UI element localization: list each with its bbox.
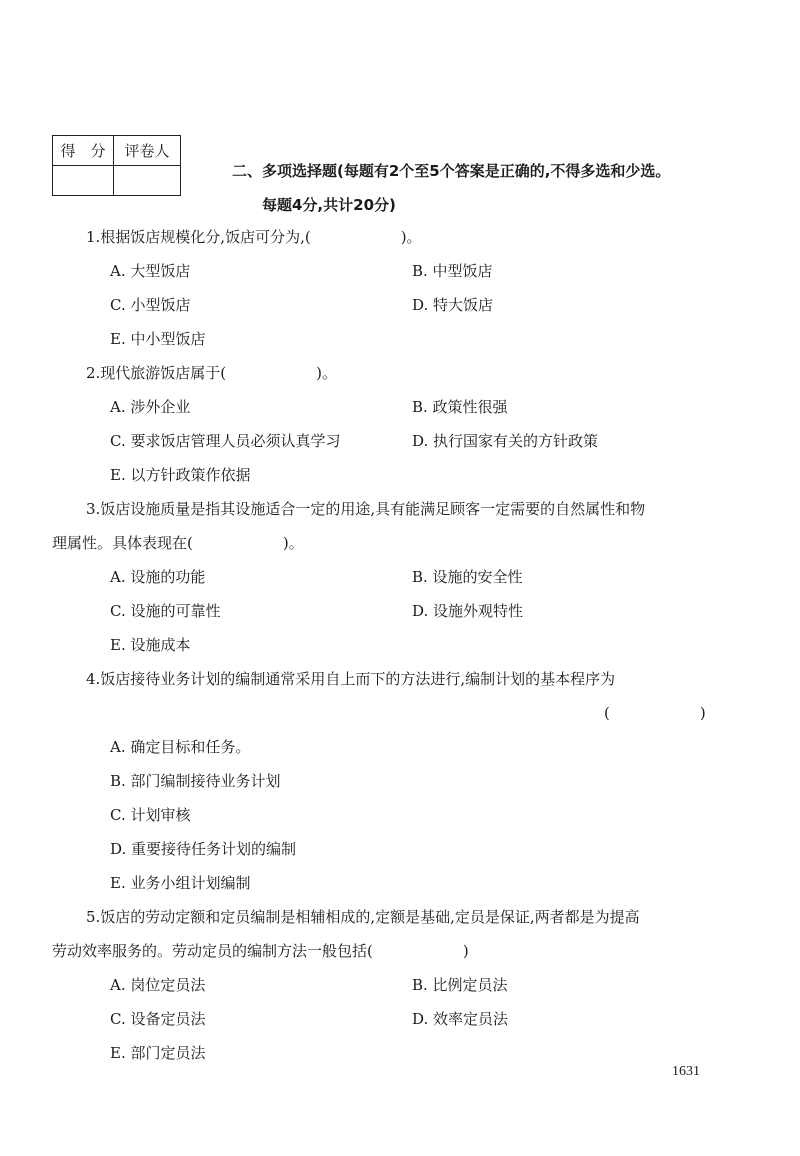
q2-option-c: C. 要求饭店管理人员必须认真学习	[110, 432, 341, 450]
q1-option-a: A. 大型饭店	[110, 262, 191, 280]
q5-option-b: B. 比例定员法	[412, 976, 508, 994]
score-table	[52, 135, 181, 196]
section-title-line1: 二、多项选择题(每题有2个至5个答案是正确的,不得多选和少选。	[232, 162, 671, 180]
q3-option-c: C. 设施的可靠性	[110, 602, 221, 620]
q1-option-e: E. 中小型饭店	[110, 330, 206, 348]
q4-option-e: E. 业务小组计划编制	[110, 874, 251, 892]
q5-option-a: A. 岗位定员法	[110, 976, 206, 994]
q3-option-e: E. 设施成本	[110, 636, 191, 654]
question-5-stem-line2: 劳动效率服务的。劳动定员的编制方法一般包括( )	[52, 942, 469, 960]
q5-option-c: C. 设备定员法	[110, 1010, 206, 1028]
grader-header: 评卷人	[114, 136, 181, 166]
q2-option-a: A. 涉外企业	[110, 398, 191, 416]
q2-option-e: E. 以方针政策作依据	[110, 466, 251, 484]
q1-option-d: D. 特大饭店	[412, 296, 494, 314]
q5-option-d: D. 效率定员法	[412, 1010, 509, 1028]
score-header: 得 分	[53, 136, 114, 166]
page-number: 1631	[672, 1064, 700, 1079]
q4-option-a: A. 确定目标和任务。	[110, 738, 251, 756]
q4-option-c: C. 计划审核	[110, 806, 191, 824]
q3-option-a: A. 设施的功能	[110, 568, 206, 586]
question-5-stem-line1: 5.饭店的劳动定额和定员编制是相辅相成的,定额是基础,定员是保证,两者都是为提高	[86, 908, 640, 926]
section-title-line2: 每题4分,共计20分)	[262, 196, 396, 214]
q4-option-d: D. 重要接待任务计划的编制	[110, 840, 297, 858]
question-1-stem: 1.根据饭店规模化分,饭店可分为,( )。	[86, 228, 422, 246]
q4-option-b: B. 部门编制接待业务计划	[110, 772, 281, 790]
q3-option-b: B. 设施的安全性	[412, 568, 523, 586]
question-4-answer-paren: ( )	[604, 704, 706, 722]
score-cell	[53, 166, 114, 196]
question-2-stem: 2.现代旅游饭店属于( )。	[86, 364, 338, 382]
question-3-stem-line2: 理属性。具体表现在( )。	[52, 534, 304, 552]
q5-option-e: E. 部门定员法	[110, 1044, 206, 1062]
q2-option-b: B. 政策性很强	[412, 398, 508, 416]
q3-option-d: D. 设施外观特性	[412, 602, 524, 620]
q2-option-d: D. 执行国家有关的方针政策	[412, 432, 599, 450]
q1-option-c: C. 小型饭店	[110, 296, 191, 314]
q1-option-b: B. 中型饭店	[412, 262, 493, 280]
question-4-stem: 4.饭店接待业务计划的编制通常采用自上而下的方法进行,编制计划的基本程序为	[86, 670, 616, 688]
grader-cell	[114, 166, 181, 196]
question-3-stem-line1: 3.饭店设施质量是指其设施适合一定的用途,具有能满足顾客一定需要的自然属性和物	[86, 500, 646, 518]
